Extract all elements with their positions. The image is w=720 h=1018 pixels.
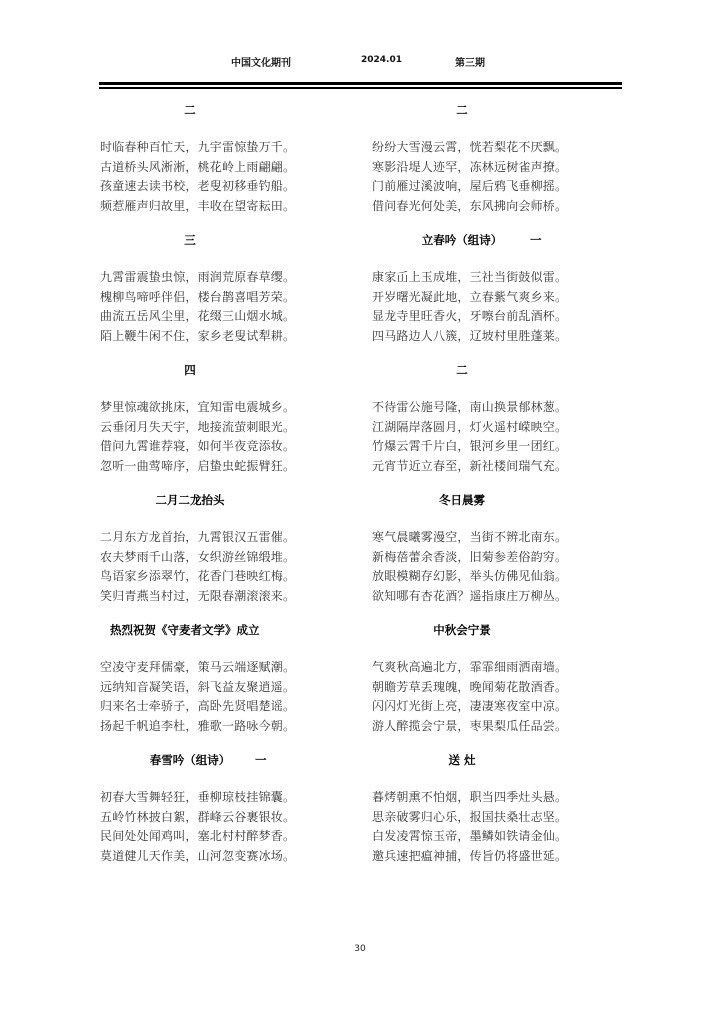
poem-title: 二	[456, 363, 468, 377]
poem	[100, 230, 350, 360]
poem-line: 白发凌霄惊玉帝，墨鳞如铁请金仙。	[372, 829, 568, 843]
poem	[372, 360, 622, 490]
poem-line: 闪闪灯光街上亮，凄凄寒夜室中凉。	[372, 699, 568, 713]
poem	[100, 490, 350, 620]
poem-line: 寒气晨曦雾漫空，当街不辨北南东。	[372, 530, 568, 544]
poem	[372, 100, 622, 230]
poem-title: 中秋会宁景	[433, 623, 491, 637]
poem-line: 游人醉揽会宁景，枣果梨瓜任品尝。	[372, 718, 568, 733]
page-header	[0, 54, 720, 70]
header-rule-thin	[99, 87, 622, 89]
poem-line: 曲流五岳风尘里，花缀三山烟水城。	[100, 309, 296, 323]
poem-line: 古道桥头风淅淅，桃花岭上雨翩翩。	[100, 159, 296, 174]
poem-title: 二	[184, 103, 196, 117]
poem-line: 孩童速去读书校，老叟初移垂钓船。	[100, 179, 296, 193]
poem-title: 热烈祝贺《守麦者文学》成立	[110, 623, 260, 637]
poem-line: 思亲破雾归心乐，报国扶桑壮志坚。	[372, 809, 568, 824]
poem	[100, 360, 350, 490]
poem-line: 放眼模糊存幻影，举头仿佛见仙翁。	[372, 569, 568, 583]
poem-line: 农夫梦雨千山落，女织游丝锦缎堆。	[100, 549, 296, 564]
poem-line: 莫道健儿天作美，山河忽变赛冰场。	[100, 848, 296, 863]
poem-line: 云垂闭月失天宇，地接流萤刺眼光。	[100, 419, 296, 434]
poem-line: 五岭竹林披白絮，群峰云谷裹银妆。	[100, 809, 296, 824]
poem-title: 二月二龙抬头	[155, 493, 225, 507]
right-column	[372, 100, 622, 880]
poem-line: 暮烤朝熏不怕烟，职当四季灶头悬。	[372, 790, 568, 804]
poem-title: 春雪吟（组诗）	[149, 753, 231, 767]
poem-title: 四	[184, 363, 196, 377]
poem-line: 新梅蓓蕾余香淡，旧菊参差俗韵穷。	[372, 549, 568, 564]
poem-line: 气爽秋高遍北方，霏霏细雨洒南墙。	[372, 660, 568, 674]
poem-line: 远纳知音凝笑语，斜飞益友聚逍遥。	[100, 679, 296, 694]
poem	[372, 620, 622, 750]
poem-line: 槐柳鸟啼呼伴侣，楼台鹊喜唱芳荣。	[100, 289, 296, 304]
poem	[372, 490, 622, 620]
poem-title-row	[100, 750, 280, 770]
poem-part-number: 一	[255, 753, 267, 767]
page-number: 30	[354, 944, 366, 954]
poem-line: 频惹雁声归故里，丰收在望寄耘田。	[100, 198, 296, 213]
poem-line: 二月东方龙首抬，九霄银汉五雷催。	[100, 530, 296, 544]
poem	[372, 750, 622, 880]
poem-line: 四马路边人八簇，辽坡村里胜蓬莱。	[372, 328, 568, 343]
poem-part-number: 一	[530, 233, 542, 247]
left-column	[100, 100, 350, 880]
issue-date: 2024.01	[361, 55, 402, 65]
poem-line: 显龙寺里旺香火，牙嚓台前乱酒杯。	[372, 309, 568, 323]
poem-line: 借问九霄谁荐寝，如何半夜竞添妆。	[100, 439, 296, 453]
poem-line: 扬起千帆追李杜，雅歌一路咏今朝。	[100, 718, 296, 733]
poem-line: 陌上鞭牛闲不住，家乡老叟试犁耕。	[100, 328, 296, 343]
poem-title-row	[372, 230, 552, 250]
poem-line: 民间处处闻鸡叫，塞北村村醉梦香。	[100, 829, 296, 843]
poem-line: 借问春光何处美，东风拂向会师桥。	[372, 198, 568, 213]
poem-line: 欲知哪有杏花酒？遥指康庄万柳丛。	[372, 588, 568, 603]
poem-line: 康家屲上玉成堆，三社当街鼓似雷。	[372, 270, 568, 284]
poem	[100, 100, 350, 230]
poem-line: 归来名士牵骄子，高卧先贤唱楚谣。	[100, 699, 296, 713]
poem-line: 不待雷公施号隆，南山换景郁林葱。	[372, 400, 568, 414]
poem-line: 竹爆云霄千片白，银河乡里一团红。	[372, 439, 568, 453]
poem-line: 朝瞻芳草丢瑰魄，晚闻菊花散酒香。	[372, 679, 568, 694]
poem-title: 立春吟（组诗）	[421, 233, 503, 247]
poem-line: 梦里惊魂欲挑床，宜知雷电震城乡。	[100, 400, 296, 414]
poem-line: 初春大雪舞轻狂，垂柳琼枝挂锦囊。	[100, 790, 296, 804]
journal-title: 中国文化期刊	[231, 58, 291, 69]
poem-line: 纷纷大雪漫云霄，恍若梨花不厌飘。	[372, 140, 568, 154]
poem-title: 送 灶	[448, 753, 476, 767]
header-rule-thick	[99, 82, 622, 85]
poem-title: 三	[184, 233, 196, 247]
poem-line: 笑归青燕当村过，无限春潮滚滚来。	[100, 588, 296, 603]
poem-line: 空凌守麦拜儒豪，策马云端逐赋潮。	[100, 660, 296, 674]
poem	[372, 230, 622, 360]
poem-line: 九霄雷震蛰虫惊，雨润荒原春草缨。	[100, 270, 296, 284]
poem-line: 忽听一曲莺啼序，启蛰虫蛇振臂狂。	[100, 458, 296, 473]
poem	[100, 750, 350, 880]
poem	[100, 620, 350, 750]
poem-line: 开岁曙光凝此地，立春紫气爽乡来。	[372, 289, 568, 304]
poem-line: 时临春种百忙天，九宇雷惊蛰万千。	[100, 140, 296, 154]
issue-number: 第三期	[455, 58, 485, 69]
poem-title: 冬日晨雾	[439, 493, 485, 507]
poem-line: 邀兵速把瘟神捕，传旨仍将盛世延。	[372, 848, 568, 863]
poem-title: 二	[456, 103, 468, 117]
poem-line: 元宵节近立春至，新社楼间瑞气充。	[372, 458, 568, 473]
poem-line: 寒影沿堤人迹罕，冻林远树雀声撩。	[372, 159, 568, 174]
poem-line: 鸟语家乡添翠竹，花香门巷映红梅。	[100, 569, 296, 583]
poem-line: 江湖隔岸落圆月，灯火遥村嵘映空。	[372, 419, 568, 434]
poem-line: 门前雁过溪波响，屋后鸦飞垂柳摇。	[372, 179, 568, 193]
